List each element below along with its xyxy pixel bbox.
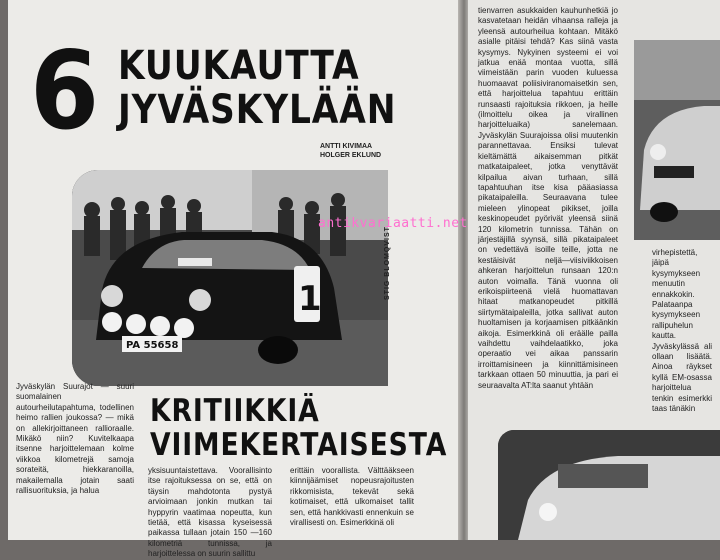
rally-car-photo bbox=[72, 170, 388, 386]
big-number-six: 6 bbox=[30, 29, 100, 154]
article-headline bbox=[118, 44, 396, 132]
body-column-2: yksisuuntaistettava. Voorallisinto itse rajoituksessa on se, että on täysin mahdotonta pystyä arvioimaan jonkin mutkan tai hyppyrin vaatimaa nopeutta, kun tietää, että kisassa kyseisessä paikassa tullaan jotain 150 —160 kilometriä tunnissa, ja harjoittelessa on suurin sallittu bbox=[148, 466, 272, 559]
article-authors bbox=[320, 142, 381, 160]
sub-headline-line-1: KRITIIKKIÄ bbox=[150, 393, 320, 429]
headline-line-2: JYVÄSKYLÄÄN bbox=[118, 87, 397, 133]
car-plate: PA 55658 bbox=[126, 340, 179, 351]
body-column-4: tienvarren asukkaiden kauhunhetkiä jo kasvatetaan heidän vihaansa ralleja ja yleensä autourheilua kohtaan. Mitäkö asialle pitäisi tehdä? Kas siinä vasta kysymys. Nykyinen systeemi ei voi jatkua enää montaa vuotta, sillä viimeistään parin vuoden kuluessa huomaavat poliisiviranomaisetkin sen, että harjoittelua tapahtuu erittäin runsaasti rajoituksia rikkoen, ja heille (ilmoittelu oikea ja virallinen harjoitteluaika) sanelemaan. Jyväskylän Suurajoissa olisi muutenkin parannettavaa. Ensiksi tulevat kieltämättä aikaisemman pitkät matkataipaleet, jotka venyttävät kilpailua aivan turhaan, sillä tapahtuuhan itse kisa pääasiassa pikataipaleilla. Seuraavana tulee mieleen ylinopeat pikikset, joilla keskinopeudet pyörivät yleensä siinä 120 kilometrin tunnissa. Tähän on järjestäjillä syynsä, sillä pikataipaleet on vedettävä isoille teille, jotta ne kestäisivät neljä—viisiviikkoisen ahkeran harjoittelun runsaan 120:n auton voimalla. Tänä vuonna oli erikoispiirteenä vielä huomattavan hitaat matkanopeudet pitkillä siirtymätaipaleilla, jotka sallivat auton huoltamisen ja korjaamisen pitkäänkin aikoja. Esimerkkinä oli eräälle pailla vaihdettu vaihdelaatikko, joka operaatio vei aikaa panssarin irroittamisineen ja kiinnittämisineen tarkkaan ottaen 50 minuuttia, ja pari ei seuraavalta AT:lta saanut yhtään bbox=[478, 6, 618, 390]
body-column-3: erittäin voorallista. Välttääkseen kiinnijäämiset nopeusrajoitusten rikkomisista, tekevät sekä kotimaiset, että ulkomaiset tallit sen, että hankkivasti ennenkuin se virallisesti on. Esimerkkinä oli bbox=[290, 466, 414, 528]
right-car-illustration bbox=[634, 40, 720, 240]
car-number: 1 bbox=[298, 279, 322, 319]
right-page-bottom-photo bbox=[498, 430, 720, 540]
body-column-5: virhepistettä, jäipä kysymykseen menuutin ennakkokin. Palataanpa kysymykseen rallipuhelun kautta. Jyväskylässä ali ollaan lisäätä. Ainoa räykset kyllä EM-osassa harjoittelua tenkin esimerkki taas tänäkin bbox=[652, 248, 712, 414]
right-page-car-photo bbox=[634, 40, 720, 240]
photo-credit: STIG BLOMQVIST bbox=[384, 226, 391, 300]
watermark: antikvariaatti.net bbox=[318, 216, 468, 231]
author-1: ANTTI KIVIMAA bbox=[320, 143, 373, 150]
author-2: HOLGER EKLUND bbox=[320, 152, 382, 159]
bottom-car-illustration bbox=[498, 430, 720, 540]
sub-headline bbox=[150, 394, 447, 462]
sub-headline-line-2: VIIMEKERTAISESTA bbox=[150, 427, 448, 463]
rally-car-illustration bbox=[72, 170, 388, 386]
body-column-1: Jyväskylän Suurajot — suuri suomalainen autourheilutapahtuma, todellinen heimo rallien joukossa? — mikä on allekirjoittaneen rallioraalle. Mikäkö niin? Kuvitelkaapa itsenne harjoittelemaan kolme viikkoa kilometrejä samoja sorateitä, hiekkaranoilla, makailemalla jotain saati rallisuorituksia, ja halua bbox=[16, 382, 134, 496]
headline-line-1: KUUKAUTTA bbox=[118, 43, 360, 89]
